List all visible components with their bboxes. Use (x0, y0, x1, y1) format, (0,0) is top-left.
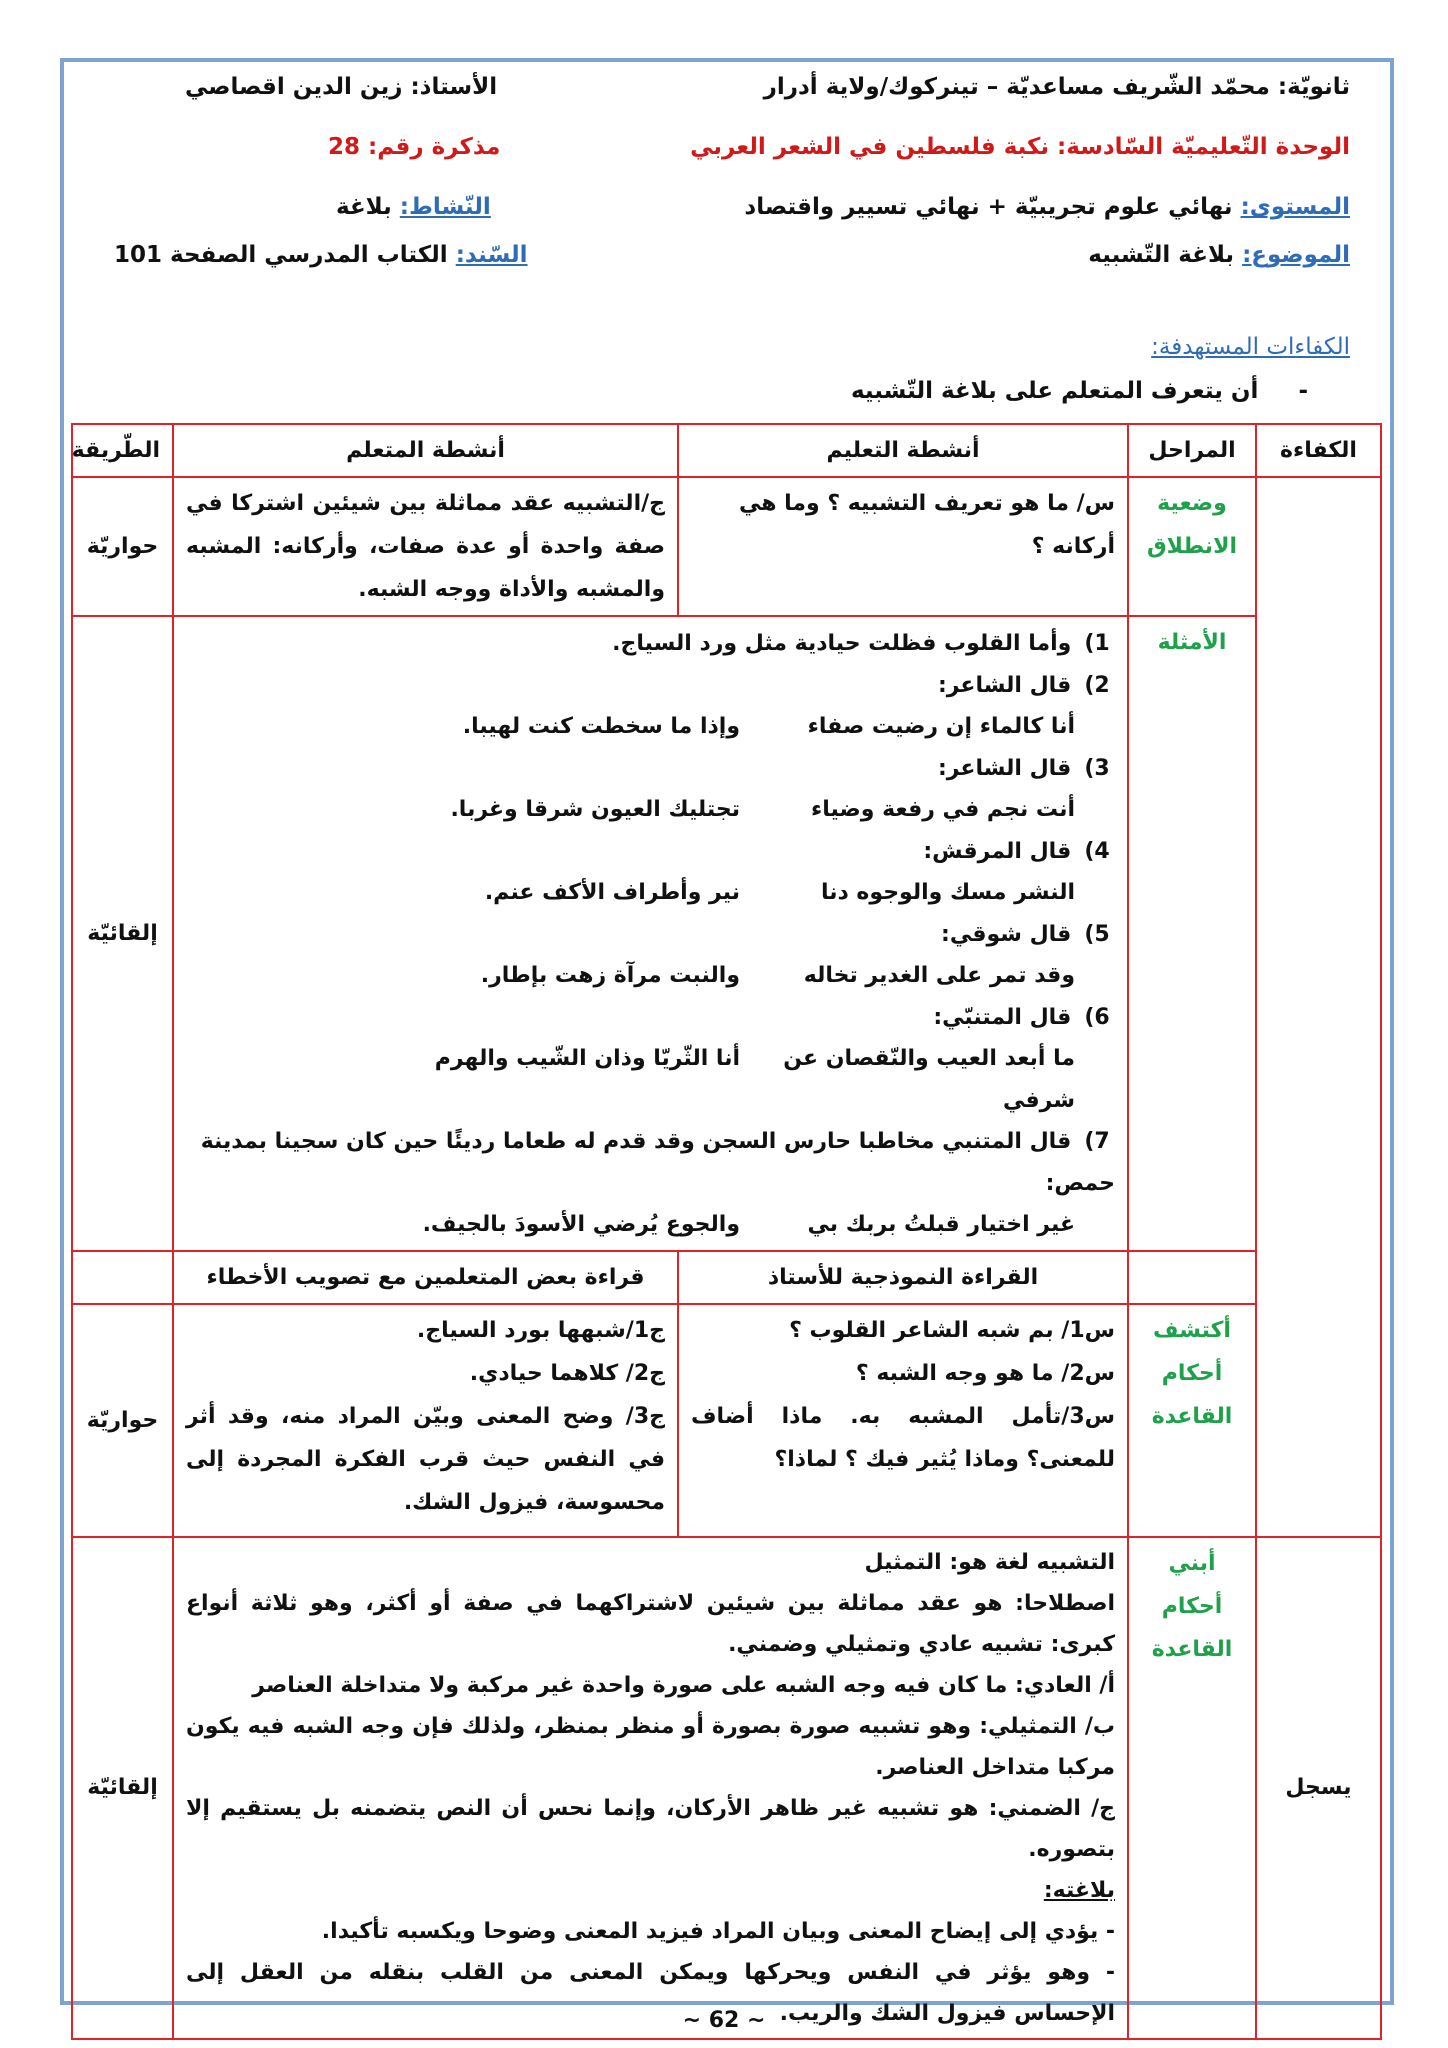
competencies-label: الكفاءات المستهدفة: (1151, 334, 1350, 360)
stage-launch: وضعية الانطلاق (1128, 477, 1256, 616)
question-2: س2/ ما هو وجه الشبه ؟ (855, 1360, 1115, 1386)
rule-line-5: ج/ الضمني: هو تشبيه غير ظاهر الأركان، وإنما نحس أن النص يتضمنه بل يستقيم إلا بتصوره. (186, 1795, 1115, 1862)
topic-label: الموضوع: (1242, 242, 1350, 268)
example-2: 2) قال الشاعر: (937, 672, 1110, 698)
launch-question: س/ ما هو تعريف التشبيه ؟ وما هي أركانه ؟ (678, 477, 1128, 616)
level-label: المستوى: (1240, 194, 1350, 220)
header-method: الطّريقة (72, 424, 173, 477)
header-learner: أنشطة المتعلم (173, 424, 678, 477)
memo-number: مذكرة رقم: 28 (328, 134, 501, 160)
source-label: السّند: (455, 242, 528, 268)
rule-line-7: - يؤدي إلى إيضاح المعنى وبيان المراد فيزيد المعنى وضوحا ويكسبه تأكيدا. (321, 1918, 1115, 1944)
method-reading-empty (72, 1251, 173, 1304)
row-discover (72, 1304, 1381, 1537)
header-teaching: أنشطة التعليم (678, 424, 1128, 477)
source-value: الكتاب المدرسي الصفحة 101 (114, 242, 456, 268)
example-6-verse: ما أبعد العيب والنّقصان عن شرفي أنا الثّريّا وذان الشّيب والهرم (434, 1046, 1075, 1113)
example-3-verse: أنت نجم في رفعة وضياء تجتليك العيون شرقا وغربا. (450, 797, 1075, 822)
competency-text: أن يتعرف المتعلم على بلاغة التّشبيه (850, 378, 1259, 404)
stage-discover: أكتشف أحكام القاعدة (1128, 1304, 1256, 1537)
method-build: إلقائيّة (72, 1537, 173, 2039)
example-2-verse: أنا كالماء إن رضيت صفاء وإذا ما سخطت كنت لهيبا. (462, 714, 1075, 739)
table-header-row (72, 424, 1381, 477)
answer-2: ج2/ كلاهما حيادي. (469, 1360, 665, 1386)
source-line (114, 242, 528, 268)
competence-record: يسجل (1256, 1537, 1381, 2039)
launch-answer: ج/التشبيه عقد مماثلة بين شيئين اشتركا في صفة واحدة أو عدة صفات، وأركانه: المشبه والمشبه والأداة ووجه الشبه. (173, 477, 678, 616)
level-value: نهائي علوم تجريبيّة + نهائي تسيير واقتصاد (744, 194, 1241, 220)
example-6: 6) قال المتنبّي: (933, 1004, 1110, 1030)
topic-line (1088, 242, 1350, 268)
bullet-dash: - (1298, 378, 1308, 404)
teacher-reading: القراءة النموذجية للأستاذ (678, 1251, 1128, 1304)
rule-cell (173, 1537, 1128, 2039)
answer-3: ج3/ وضح المعنى وبيّن المراد منه، وقد أثر في النفس حيث قرب الفكرة المجردة إلى محسوسة، فيزول الشك. (186, 1403, 665, 1515)
topic-value: بلاغة التّشبيه (1088, 242, 1243, 268)
rule-line-4: ب/ التمثيلي: وهو تشبيه صورة بصورة أو منظر بمنظر، ولذلك فإن وجه الشبه فيه يكون مركبا متداخل العناصر. (186, 1713, 1115, 1780)
unit-title: الوحدة التّعليميّة السّادسة: نكبة فلسطين في الشعر العربي (690, 134, 1350, 160)
example-4-verse: النشر مسك والوجوه دنا نير وأطراف الأكف عنم. (484, 880, 1075, 905)
method-launch: حواريّة (72, 477, 173, 616)
page-number: ~ 62 ~ (682, 2008, 766, 2033)
rule-line-1: التشبيه لغة هو: التمثيل (864, 1549, 1115, 1575)
discover-answers (173, 1304, 678, 1537)
example-7: 7) قال المتنبي مخاطبا حارس السجن وقد قدم له طعاما رديئًا حين كان سجينا بمدينة حمص: (200, 1129, 1115, 1196)
competence-cell-empty (1256, 477, 1381, 1537)
examples-cell (173, 616, 1128, 1251)
stage-build: أبني أحكام القاعدة (1128, 1537, 1256, 2039)
example-7-verse: غير اختيار قبلتُ بربك بي والجوع يُرضي الأسودَ بالجيف. (422, 1212, 1075, 1237)
rule-line-3: أ/ العادي: ما كان فيه وجه الشبه على صورة واحدة غير مركبة ولا متداخلة العناصر (252, 1672, 1115, 1698)
teacher-name: الأستاذ: زين الدين اقصاصي (185, 74, 498, 100)
question-1: س1/ بم شبه الشاعر القلوب ؟ (789, 1317, 1115, 1343)
rule-line-2: اصطلاحا: هو عقد مماثلة بين شيئين لاشتراكهما في صفة أو أكثر، وهو ثلاثة أنواع كبرى: تشبيه عادي وتمثيلي وضمني. (186, 1590, 1115, 1657)
activity-label: النّشاط: (399, 194, 491, 220)
header-stages: المراحل (1128, 424, 1256, 477)
activity-line (336, 194, 491, 220)
row-launch (72, 477, 1381, 616)
answer-1: ج1/شبهها بورد السياج. (416, 1317, 665, 1343)
learner-reading: قراءة بعض المتعلمين مع تصويب الأخطاء (173, 1251, 678, 1304)
rule-line-8: - وهو يؤثر في النفس ويحركها ويمكن المعنى من القلب بنقله من العقل إلى الإحساس فيزول الشك والريب. (186, 1959, 1115, 2026)
activity-value: بلاغة (336, 194, 400, 220)
method-examples: إلقائيّة (72, 616, 173, 1251)
method-discover: حواريّة (72, 1304, 173, 1537)
row-build (72, 1537, 1381, 2039)
example-4: 4) قال المرقش: (923, 838, 1110, 864)
example-5: 5) قال شوقي: (941, 921, 1110, 947)
row-examples (72, 616, 1381, 1251)
row-reading (72, 1251, 1381, 1304)
discover-questions (678, 1304, 1128, 1537)
question-3: س3/تأمل المشبه به. ماذا أضاف للمعنى؟ وماذا يُثير فيك ؟ لماذا؟ (691, 1403, 1115, 1472)
stage-reading-empty (1128, 1251, 1256, 1304)
example-5-verse: وقد تمر على الغدير تخاله والنبت مرآة زهت بإطار. (480, 963, 1075, 988)
competency-item (851, 378, 1308, 404)
example-3: 3) قال الشاعر: (937, 755, 1110, 781)
header-competence: الكفاءة (1256, 424, 1381, 477)
school-name: ثانويّة: محمّد الشّريف مساعديّة – تينركوك/ولاية أدرار (763, 74, 1350, 100)
stage-examples: الأمثلة (1128, 616, 1256, 1251)
level-line (744, 194, 1350, 220)
example-1: 1) وأما القلوب فظلت حيادية مثل ورد السياج. (612, 631, 1110, 656)
rule-line-6: بلاغته: (1043, 1877, 1115, 1903)
lesson-table (71, 423, 1382, 2040)
